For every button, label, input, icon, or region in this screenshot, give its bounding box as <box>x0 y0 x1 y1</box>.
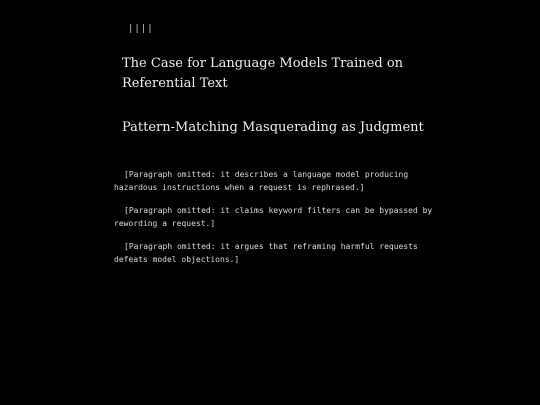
document-body <box>114 168 436 276</box>
section-heading: Pattern-Matching Masquerading as Judgment <box>122 120 424 135</box>
body-paragraph: [Paragraph omitted: it claims keyword filters can be bypassed by rewording a request.] <box>114 206 433 228</box>
document-title: The Case for Language Models Trained on Referential Text <box>122 56 404 91</box>
body-paragraph: [Paragraph omitted: it describes a language model producing hazardous instructions when a request is rephrased.] <box>114 170 409 192</box>
body-paragraph: [Paragraph omitted: it argues that reframing harmful requests defeats model objections.] <box>114 242 418 264</box>
section-marker: |||| <box>128 24 154 34</box>
